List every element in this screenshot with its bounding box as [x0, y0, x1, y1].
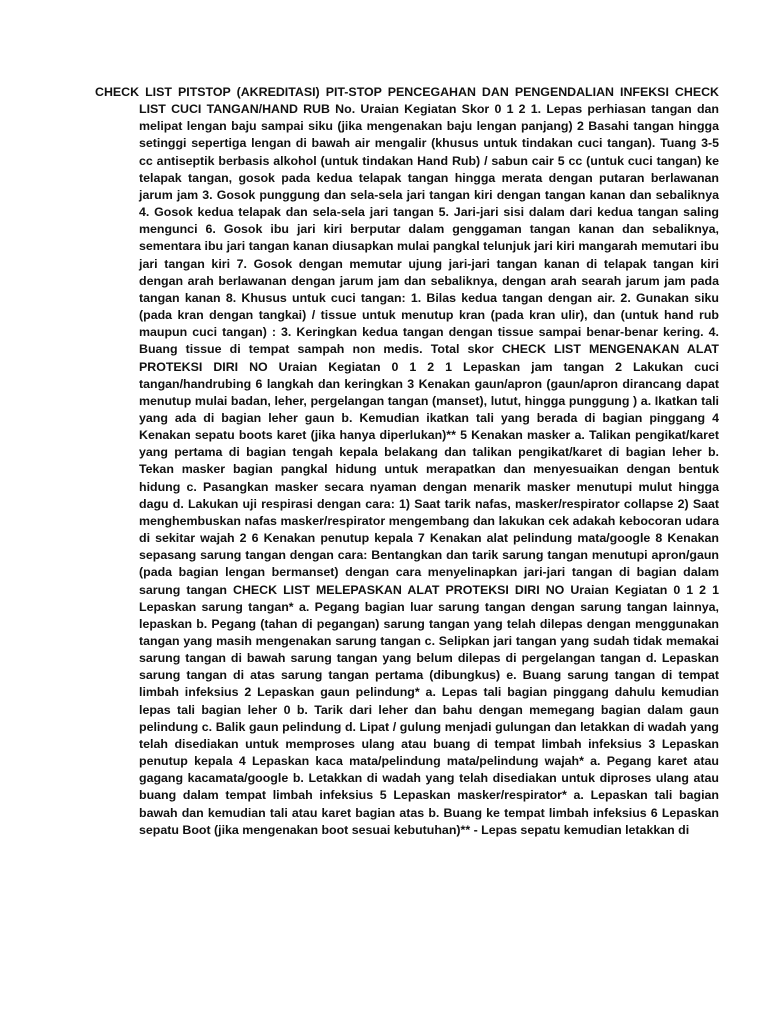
- document-body-text: CHECK LIST PITSTOP (AKREDITASI) PIT-STOP PENCEGAHAN DAN PENGENDALIAN INFEKSI CHECK LIST CUCI TANGAN/HAND RUB No. Uraian Kegiatan Skor 0 1 2 1. Lepas perhiasan tangan dan melipat lengan baju sampai siku (jika mengenakan baju lengan panjang) 2 Basahi tangan hingga setinggi sepertiga lengan di bawah air mengalir (khusus untuk tindakan cuci tangan). Tuang 3-5 cc antiseptik berbasis alkohol (untuk tindakan Hand Rub) / sabun cair 5 cc (untuk cuci tangan) ke telapak tangan, gosok pada kedua telapak tangan hingga merata dengan putaran berlawanan jarum jam 3. Gosok punggung dan sela-sela jari tangan kiri dengan tangan kanan dan sebaliknya 4. Gosok kedua telapak dan sela-sela jari tangan 5. Jari-jari sisi dalam dari kedua tangan saling mengunci 6. Gosok ibu jari kiri berputar dalam genggaman tangan kanan dan sebaliknya, sementara ibu jari tangan kanan diusapkan mulai pangkal telunjuk jari kiri mangarah memutari ibu jari tangan kiri 7. Gosok dengan memutar ujung jari-jari tangan kanan di telapak tangan kiri dengan arah berlawanan dengan jarum jam dan sebaliknya, dengan arah searah jarum jam pada tangan kanan 8. Khusus untuk cuci tangan: 1. Bilas kedua tangan dengan air. 2. Gunakan siku (pada kran dengan tangkai) / tissue untuk menutup kran (pada kran ulir), dan (untuk hand rub maupun cuci tangan) : 3. Keringkan kedua tangan dengan tissue sampai benar-benar kering. 4. Buang tissue di tempat sampah non medis. Total skor CHECK LIST MENGENAKAN ALAT PROTEKSI DIRI NO Uraian Kegiatan 0 1 2 1 Lepaskan jam tangan 2 Lakukan cuci tangan/handrubing 6 langkah dan keringkan 3 Kenakan gaun/apron (gaun/apron dirancang dapat menutup mulai badan, leher, pergelangan tangan (manset), lutut, hingga punggung ) a. Ikatkan tali yang ada di bagian leher gaun b. Kemudian ikatkan tali yang berada di bagian pinggang 4 Kenakan sepatu boots karet (jika hanya diperlukan)** 5 Kenakan masker a. Talikan pengikat/karet yang pertama di bagian tengah kepala belakang dan talikan pengikat/karet di bagian leher b. Tekan masker bagian pangkal hidung untuk merapatkan dan menyesuaikan dengan bentuk hidung c. Pasangkan masker secara nyaman dengan menarik masker menutupi mulut hingga dagu d. Lakukan uji respirasi dengan cara: 1) Saat tarik nafas, masker/respirator collapse 2) Saat menghembuskan nafas masker/respirator mengembang dan lakukan cek adakah kebocoran udara di sekitar wajah 2 6 Kenakan penutup kepala 7 Kenakan alat pelindung mata/google 8 Kenakan sepasang sarung tangan dengan cara: Bentangkan dan tarik sarung tangan menutupi apron/gaun (pada bagian lengan bermanset) dengan cara menyelinapkan jari-jari tangan di bagian dalam sarung tangan CHECK LIST MELEPASKAN ALAT PROTEKSI DIRI NO Uraian Kegiatan 0 1 2 1 Lepaskan sarung tangan* a. Pegang bagian luar sarung tangan dengan sarung tangan lainnya, lepaskan b. Pegang (tahan di pegangan) sarung tangan yang telah dilepas dengan menggunakan tangan yang masih mengenakan sarung tangan c. Selipkan jari tangan yang sudah tidak memakai sarung tangan di bawah sarung tangan yang belum dilepas di pergelangan tangan d. Lepaskan sarung tangan di atas sarung tangan pertama (dibungkus) e. Buang sarung tangan di tempat limbah infeksius 2 Lepaskan gaun pelindung* a. Lepas tali bagian pinggang dahulu kemudian lepas tali bagian leher 0 b. Tarik dari leher dan bahu dengan memegang bagian dalam gaun pelindung c. Balik gaun pelindung d. Lipat / gulung menjadi gulungan dan letakkan di wadah yang telah disediakan untuk memproses ulang atau buang di tempat limbah infeksius 3 Lepaskan penutup kepala 4 Lepaskan kaca mata/pelindung mata/pelindung wajah* a. Pegang karet atau gagang kacamata/google b. Letakkan di wadah yang telah disediakan untuk diproses ulang atau buang dalam tempat limbah infeksius 5 Lepaskan masker/respirator* a. Lepaskan tali bagian bawah dan kemudian tali atau karet bagian atas b. Buang ke tempat limbah infeksius 6 Lepaskan sepatu Boot (jika mengenakan boot sesuai kebutuhan)** - Lepas sepatu kemudian letakkan di: [95, 85, 719, 837]
